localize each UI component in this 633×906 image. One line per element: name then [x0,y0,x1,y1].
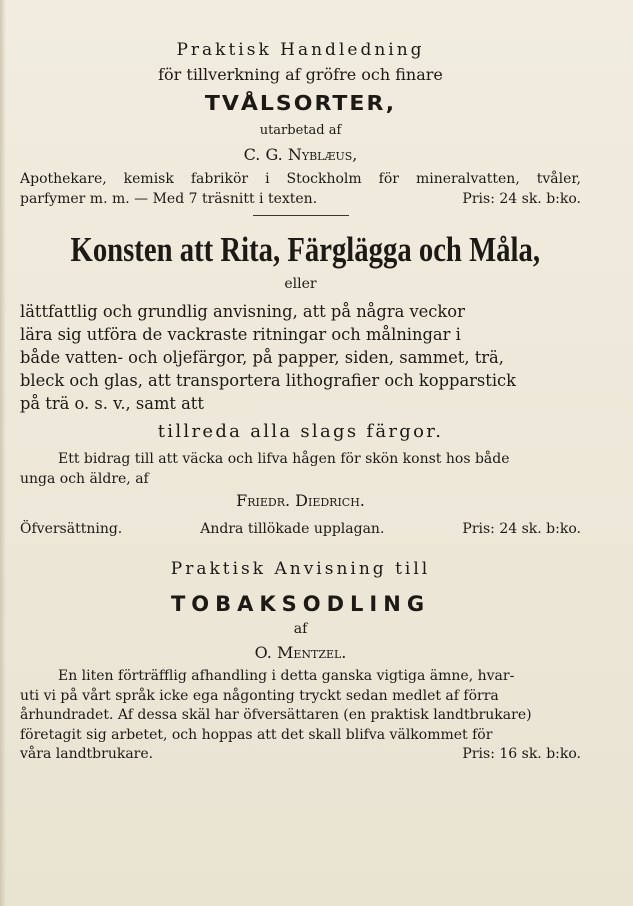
ad1-desc-word: fabrikör [190,171,249,187]
ad2-body-line: lättfattlig och grundlig anvisning, att på några veckor [20,302,465,321]
ad2-subtitle: tillreda alla slags färgor. [157,421,444,442]
ad1-desc-word: kemisk [123,171,174,187]
ad1-title-line1: Praktisk Handledning [176,40,425,60]
ad1-author-intro: utarbetad af [259,123,342,138]
ad1-title-line3: TVÅLSORTER, [204,92,397,116]
ad3-af: af [293,621,308,637]
ad3-body-line: företagit sig arbetet, och hoppas att det skall blifva välkommet för [20,726,493,743]
ad1-desc-word: för [378,171,399,187]
ad2-price: Pris: 24 sk. b:ko. [462,521,581,537]
ad1-desc-word: Stockholm [286,171,362,187]
ad2-footer-edition: Andra tillökade upplagan. [200,521,385,537]
ad3-body-line: En liten förträfflig afhandling i detta ganska vigtiga ämne, hvar- [58,668,515,684]
ad1-author-name: C. G. Nyblæus, [243,145,358,164]
ad1-desc-word: tvåler, [536,171,581,187]
ad2-description [58,449,581,469]
advertisement-soap-manual [20,40,581,216]
ad1-description-text: parfymer m. m. — Med 7 träsnitt i texten. [20,191,318,207]
ad1-desc-word: Apothekare, [20,171,107,187]
ad2-description-line2: unga och äldre, af [20,471,149,487]
ad2-footer-translation: Öfversättning. [20,521,123,537]
advertisement-drawing-painting [20,228,581,539]
ad2-description-line1: Ett bidrag till att väcka och lifva hågen för skön konst hos både [58,451,510,467]
ad1-desc-word: i [265,171,270,187]
ad2-body-line: både vatten- och oljefärgor, på papper, siden, sammet, trä, [20,348,504,367]
ad1-description-line1 [20,169,581,189]
ad3-title-line1: Praktisk Anvisning till [170,559,431,579]
ad2-body-line: bleck och glas, att transportera lithografier och kopparstick [20,371,517,390]
ad1-price: Pris: 24 sk. b:ko. [462,191,581,207]
ad1-description-line2 [20,189,581,209]
ad2-author: Friedr. Diedrich. [236,491,365,510]
ad2-eller: eller [284,276,317,292]
ad3-body-line: uti vi på vårt språk icke ega någonting tryckt sedan medlet af förra [20,687,499,704]
ad1-desc-word: mineralvatten, [415,171,520,187]
ad3-last-line [20,745,581,765]
ad3-price: Pris: 16 sk. b:ko. [462,746,581,762]
ad3-author: O. Mentzel. [254,643,347,662]
ad2-body [20,300,581,415]
page-edge-shadow [0,0,6,906]
ad2-body-line: på trä o. s. v., samt att [20,394,204,413]
ad1-title-line2: för tillverkning af gröfre och finare [158,65,443,84]
ad3-body-last-text: våra landtbrukare. [20,746,154,762]
ad3-body-line: århundradet. Af dessa skäl har öfversättaren (en praktisk landtbrukare) [20,707,532,723]
separator-rule [253,215,349,216]
ad2-title: Konsten att Rita, Färglägga och Måla, [70,230,541,269]
ad2-body-line: lära sig utföra de vackraste ritningar och målningar i [20,325,461,344]
advertisement-tobacco-cultivation [20,559,581,765]
ad3-title-line2: TOBAKSODLING [170,592,431,616]
ad2-footer [20,519,581,539]
ad3-body [20,667,581,765]
